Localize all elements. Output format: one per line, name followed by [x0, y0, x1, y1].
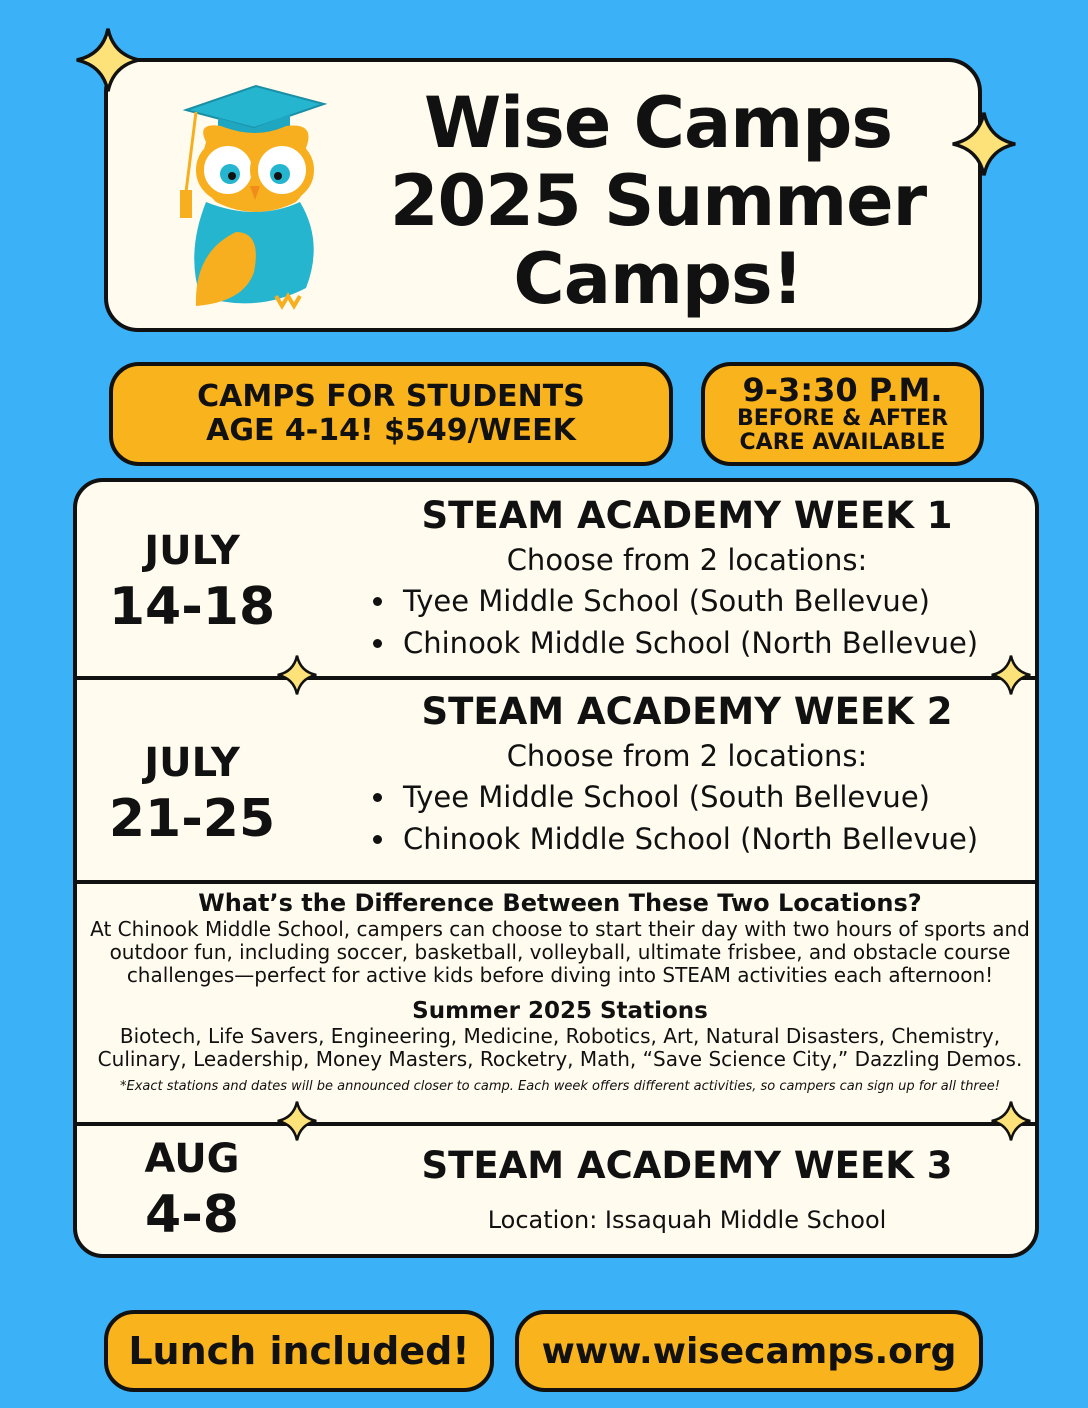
week-1-month: JULY — [144, 528, 240, 574]
week-2-locations — [347, 776, 1027, 860]
list-item: Tyee Middle School (South Bellevue) — [371, 580, 1027, 622]
care-line-1: BEFORE & AFTER — [736, 406, 949, 431]
week-3-title: STEAM ACADEMY WEEK 3 — [421, 1144, 953, 1187]
week-1-title: STEAM ACADEMY WEEK 1 — [421, 494, 953, 537]
week-3-section — [77, 1126, 1035, 1258]
sparkle-star-icon — [276, 1100, 318, 1142]
week-2-details — [347, 690, 1027, 860]
stations-heading: Summer 2025 Stations — [412, 998, 708, 1024]
week-1-date — [97, 526, 287, 638]
care-line-2: CARE AVAILABLE — [739, 430, 946, 455]
hours-badge — [701, 362, 984, 466]
week-1-choose: Choose from 2 locations: — [506, 543, 868, 577]
title-line-1: Wise Camps — [423, 82, 893, 164]
age-line-2: AGE 4-14! $549/WEEK — [206, 413, 576, 448]
week-1-locations — [347, 580, 1027, 664]
stations-note: *Exact stations and dates will be announced closer to camp. Each week offers different activities, so campers can sign up for all three! — [119, 1079, 1000, 1094]
website-link[interactable] — [515, 1310, 983, 1392]
title-line-2: 2025 Summer — [389, 160, 927, 242]
week-2-choose: Choose from 2 locations: — [506, 739, 868, 773]
schedule-panel — [73, 478, 1039, 1258]
week-1-days: 14-18 — [108, 577, 276, 637]
divider — [77, 880, 1035, 884]
week-1-section — [77, 482, 1035, 678]
list-item: Chinook Middle School (North Bellevue) — [371, 818, 1027, 860]
hours-text: 9-3:30 P.M. — [742, 371, 943, 409]
title-line-3: Camps! — [513, 238, 803, 320]
week-3-details — [347, 1144, 1027, 1236]
week-2-date — [97, 738, 287, 850]
lunch-badge — [104, 1310, 494, 1392]
week-3-date — [97, 1134, 287, 1246]
title-card — [104, 58, 982, 332]
week-1-details — [347, 494, 1027, 664]
week-3-location: Location: Issaquah Middle School — [487, 1206, 887, 1234]
stations-list: Biotech, Life Savers, Engineering, Medicine, Robotics, Art, Natural Disasters, Chemistry, Culinary, Leadership, Money Masters, Rocketry, Math, “Save Science City,” Dazzling Demos. — [97, 1024, 1023, 1071]
week-3-month: AUG — [144, 1136, 240, 1182]
age-line-1: CAMPS FOR STUDENTS — [197, 379, 585, 414]
list-item: Chinook Middle School (North Bellevue) — [371, 622, 1027, 664]
week-3-days: 4-8 — [145, 1185, 239, 1245]
sparkle-star-icon — [276, 654, 318, 696]
lunch-text: Lunch included! — [128, 1329, 470, 1373]
list-item: Tyee Middle School (South Bellevue) — [371, 776, 1027, 818]
week-2-month: JULY — [144, 740, 240, 786]
page-title — [358, 84, 958, 318]
week-2-title: STEAM ACADEMY WEEK 2 — [421, 690, 953, 733]
sparkle-star-icon — [990, 1100, 1032, 1142]
sparkle-star-icon — [990, 654, 1032, 696]
owl-logo-icon — [166, 82, 336, 312]
sparkle-star-icon — [950, 110, 1018, 178]
week-2-section — [77, 680, 1035, 880]
difference-text: At Chinook Middle School, campers can choose to start their day with two hours of sports and outdoor fun, including soccer, basketball, volleyball, ultimate frisbee, and obstacle course challenges—perfect for active kids before diving into STEAM activities each afternoon! — [90, 917, 1030, 987]
age-price-badge — [109, 362, 673, 466]
location-difference-section — [87, 888, 1033, 1097]
website-text[interactable]: www.wisecamps.org — [541, 1330, 957, 1372]
difference-heading: What’s the Difference Between These Two Locations? — [198, 889, 922, 917]
sparkle-star-icon — [74, 26, 142, 94]
week-2-days: 21-25 — [108, 789, 276, 849]
